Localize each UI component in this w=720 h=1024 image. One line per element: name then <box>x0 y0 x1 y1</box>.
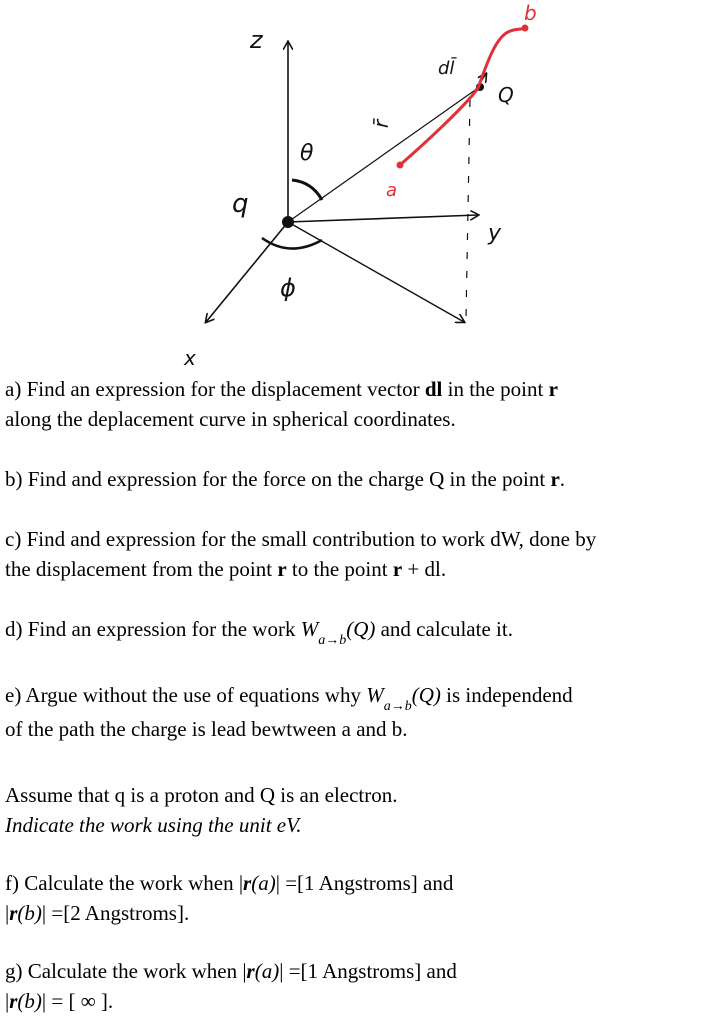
theta-arc <box>292 180 322 200</box>
assumption: Assume that q is a proton and Q is an electron. Indicate the work using the unit eV. <box>5 783 398 837</box>
label-dl: dl̄ <box>438 58 455 79</box>
projection-vector <box>288 222 464 322</box>
coordinate-diagram <box>0 0 720 372</box>
question-d: d) Find an expression for the work $W_{a\to b}(Q)$ and calculate it. <box>5 617 513 648</box>
label-r-vector: r̄ <box>368 119 394 129</box>
label-y: y <box>488 221 502 246</box>
x-axis <box>206 222 288 322</box>
question-g: g) Calculate the work when |r(a)| =[1 Angstroms] and |r(b)| = [ ∞ ]. <box>5 959 457 1013</box>
phi-arc <box>262 238 322 249</box>
projection-dashed-line <box>466 100 470 318</box>
question-c: c) Find and expression for the small contribution to work dW, done by the displacement from the point r to the point r + dl. <box>5 527 597 581</box>
point-a <box>397 162 404 169</box>
label-Q: Q <box>498 83 514 107</box>
question-a: a) Find an expression for the displacement vector dl in the point r along the deplacement curve in spherical coordinates. <box>5 377 558 431</box>
point-b <box>522 25 529 32</box>
question-e: e) Argue without the use of equations why $W_{a\to b}(Q)$ is independend of the path the charge is lead bewtween a and b. <box>5 683 573 741</box>
label-a: a <box>386 180 398 201</box>
y-axis <box>288 215 478 222</box>
label-theta: θ <box>300 141 314 166</box>
label-x: x <box>184 346 196 370</box>
label-phi: ϕ <box>280 274 296 302</box>
charge-q-point <box>282 216 294 228</box>
position-vector-r <box>288 88 478 222</box>
question-b: b) Find and expression for the force on the charge Q in the point r. <box>5 467 566 491</box>
label-b: b <box>524 1 537 25</box>
question-f: f) Calculate the work when |r(a)| =[1 Angstroms] and |r(b)| =[2 Angstroms]. <box>5 871 454 925</box>
label-z: z <box>250 26 263 54</box>
label-q: q <box>232 189 249 219</box>
